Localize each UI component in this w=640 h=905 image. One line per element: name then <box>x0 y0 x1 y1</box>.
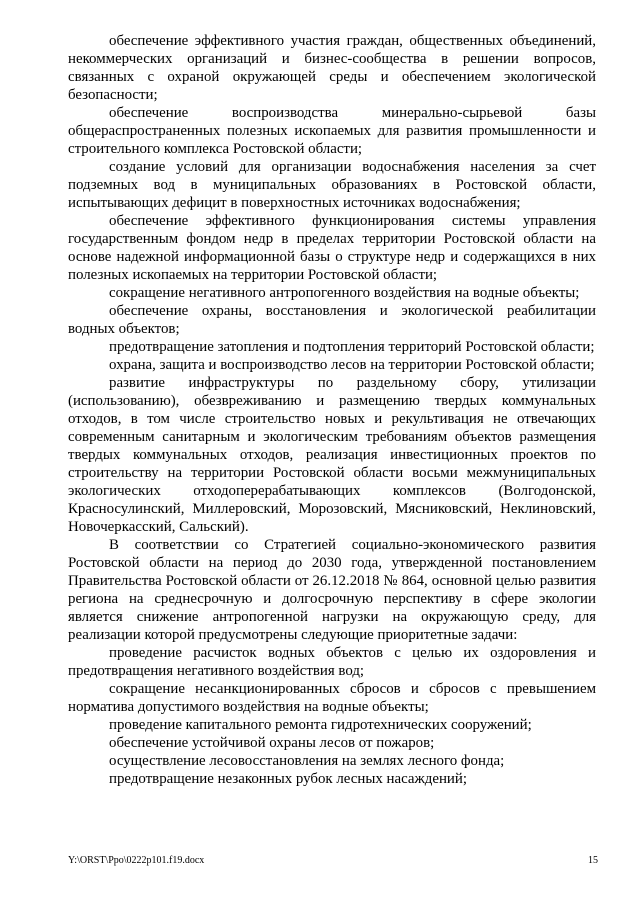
paragraph: обеспечение эффективного участия граждан, общественных объединений, некоммерческих организаций и бизнес-сообщества в решении вопросов, связанных с охраной окружающей среды и обеспечением экологической безопасности; <box>68 33 596 103</box>
paragraph: сокращение несанкционированных сбросов и сбросов с превышением норматива допустимого воздействия на водные объекты; <box>68 681 596 715</box>
paragraph: создание условий для организации водоснабжения населения за счет подземных вод в муниципальных образованиях в Ростовской области, испытывающих дефицит в поверхностных источниках водоснабжения; <box>68 159 596 211</box>
page-number: 15 <box>588 855 598 866</box>
paragraph: обеспечение устойчивой охраны лесов от пожаров; <box>109 735 435 751</box>
paragraph: проведение расчисток водных объектов с целью их оздоровления и предотвращения негативного воздействия вод; <box>68 645 596 679</box>
paragraph: охрана, защита и воспроизводство лесов на территории Ростовской области; <box>109 357 595 373</box>
paragraph: развитие инфраструктуры по раздельному сбору, утилизации (использованию), обезвреживанию и размещению твердых коммунальных отходов, в том числе строительство новых и рекультивация не отвечающих современным санитарным и экологическим требованиям объектов размещения твердых коммунальных отходов, реализация инвестиционных проектов по строительству на территории Ростовской области восьми межмуниципальных экологических отходоперерабатывающих комплексов (Волгодонской, Красносулинский, Миллеровский, Морозовский, Мясниковский, Неклиновский, Новочеркасский, Сальский). <box>68 375 596 535</box>
page-footer <box>68 855 598 866</box>
paragraph: В соответствии со Стратегией социально-экономического развития Ростовской области на период до 2030 года, утвержденной постановлением Правительства Ростовской области от 26.12.2018 № 864, основной целью развития региона на среднесрочную и долгосрочную перспективу в сфере экологии является снижение антропогенной нагрузки на окружающую среду, для реализации которой предусмотрены следующие приоритетные задачи: <box>68 537 596 643</box>
document-body <box>68 32 596 788</box>
paragraph: осуществление лесовосстановления на землях лесного фонда; <box>109 753 505 769</box>
paragraph: проведение капитального ремонта гидротехнических сооружений; <box>109 717 532 733</box>
paragraph: предотвращение затопления и подтопления территорий Ростовской области; <box>109 339 595 355</box>
paragraph: обеспечение воспроизводства минерально-сырьевой базы общераспространенных полезных ископаемых для развития промышленности и строительного комплекса Ростовской области; <box>68 105 596 157</box>
paragraph: сокращение негативного антропогенного воздействия на водные объекты; <box>109 285 580 301</box>
footer-file-path: Y:\ORST\Ppo\0222p101.f19.docx <box>68 855 205 866</box>
paragraph: обеспечение эффективного функционирования системы управления государственным фондом недр в пределах территории Ростовской области на основе надежной информационной базы о структуре недр и содержащихся в них полезных ископаемых на территории Ростовской области; <box>68 213 596 283</box>
paragraph: обеспечение охраны, восстановления и экологической реабилитации водных объектов; <box>68 303 596 337</box>
paragraph: предотвращение незаконных рубок лесных насаждений; <box>109 771 468 787</box>
